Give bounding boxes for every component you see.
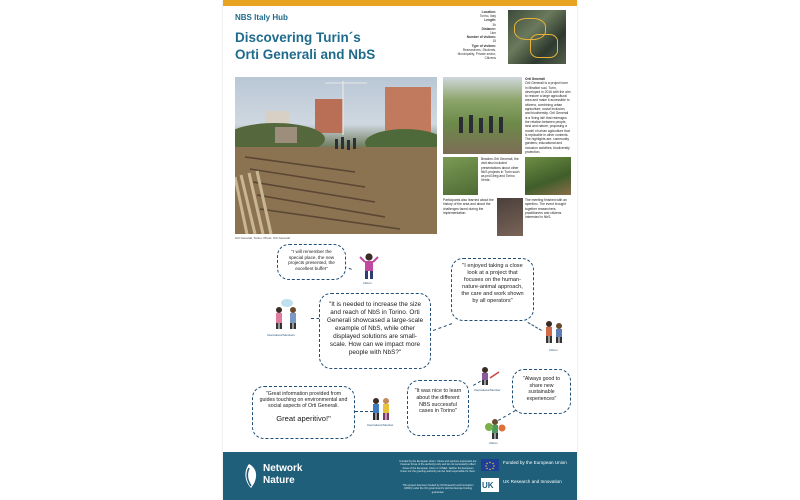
ukri-disclaimer: This project has been funded by UK Research and Innovation (UKRI) under the UK government's Horizon Europe funding guarantee.: [402, 484, 474, 494]
eu-flag-icon: [481, 459, 499, 471]
meta-distance-value: 1km: [489, 31, 496, 36]
network-nature-logo-text: [263, 463, 302, 487]
main-photo: [235, 77, 437, 234]
presentation-photo: [497, 198, 523, 236]
meta-length-value: 3h: [492, 22, 496, 27]
title-line-1: Discovering Turin´s: [235, 30, 361, 45]
top-accent-bar: [223, 0, 577, 6]
quote-4b-text: Great aperitivo!": [276, 413, 331, 423]
quote-bubble-3: [319, 293, 431, 369]
intro-text-block: [525, 77, 571, 154]
poster-title: [235, 29, 435, 63]
intro-list: The highlights are: community gardens; educational and inclusion activities; biodiversity protection.: [525, 137, 570, 155]
quote-bubble-2: [451, 258, 534, 321]
event-meta: [448, 10, 496, 60]
quote-6-text: "Always good to share new sustainable experiences": [522, 376, 561, 402]
meta-location-value: Torino, Italy: [479, 14, 496, 19]
eu-funding-text: Funded by the European Union: [503, 460, 567, 465]
meta-distance-key: Distance:: [481, 26, 496, 31]
logo-line-1: Network: [263, 463, 303, 474]
intro-text: Orti Generali is a project born in Mirafiori sud, Turin, developed in 2016 with the aim to restore a large agricultural area and make it accessible to citizens, combining urban agriculture, social inclusion, and biodiversity. Orti Generali is a 'living lab' that redesigns the relation between people, land and nature, proposing a model of urban agriculture that is replicable in other contexts.: [525, 81, 571, 137]
main-photo-caption: Orti Generali, Torino. Photo: Orti Generali: [235, 236, 290, 240]
intro-title: Orti Generali: [525, 77, 545, 81]
para4-text: The meeting finished with an aperitivo. The event brought together researchers, practitioners and citizens interested in NbS.: [525, 198, 567, 220]
footer: [223, 452, 577, 500]
activity-photo: [525, 157, 571, 195]
meta-participants-key: Number of visitors:: [466, 35, 496, 40]
person-label-5: International Member: [474, 388, 501, 392]
quote-5-text: "It was nice to learn about the different NBS successful cases in Torino": [414, 388, 462, 415]
para2-text: Besides Orti Generali, the visit also included presentations about other NbS projects in Turin such as proGIreg and Torino Verde.: [481, 157, 520, 183]
garden-photo: [443, 157, 478, 195]
para3-text: Participants also learned about the history of the area and about the challenges faced during the implementation.: [443, 198, 494, 215]
logo-line-2: Nature: [263, 475, 295, 486]
citizen-figure-3: [484, 418, 506, 440]
meta-type-key: Type of visitors:: [471, 43, 496, 48]
meta-location-key: Location:: [481, 10, 496, 14]
site-map-image: [508, 10, 566, 64]
meta-participants-value: 15: [492, 39, 496, 44]
quote-3-text: "It is needed to increase the size and reach of NbS in Torino. Orti Generali showcased a large-scale example of NbS, while other displayed solutions are small-scale. How can we impact more people with NbS?": [326, 301, 424, 356]
quote-4-text: "Great information provided from guides touching on environmental and social aspects of Orti Generali.: [259, 391, 348, 410]
meta-type-value: Researchers, Students, Municipality, Private sector, Citizens: [457, 47, 496, 61]
poster: [223, 0, 577, 500]
quote-bubble-1: [277, 244, 346, 280]
international-member-figure-2: [479, 366, 501, 386]
meta-length-key: Length:: [484, 18, 496, 23]
quote-bubble-6: [512, 369, 571, 414]
eu-disclaimer: Funded by the European Union. Views and opinions expressed are however those of the author(s) only and do not necessarily reflect those of the European Union or CINEA. Neither the European Union nor the granting authority can be held responsible for them.: [399, 460, 477, 474]
person-label-6: Citizen: [489, 441, 498, 445]
citizen-figure-1: [358, 252, 380, 280]
person-label-2: International Members: [267, 333, 295, 337]
quote-2-text: "I enjoyed taking a close look at a project that focuses on the human-nature-animal approach, the care and work shown by all operators": [461, 263, 524, 304]
person-label-3: Citizen: [549, 348, 558, 352]
citizen-figure-2: [542, 319, 566, 345]
person-label-1: Citizen: [363, 281, 372, 285]
group-photo: [443, 77, 522, 154]
ukri-text: UK Research and Innovation: [503, 479, 562, 484]
quote-1-text: "I will remember the special place, the new projects presented, the excellent buffet": [288, 249, 335, 271]
network-nature-logo-icon: [237, 462, 261, 490]
svg-text:UK: UK: [482, 481, 494, 490]
title-line-2: Orti Generali and NbS: [235, 47, 376, 62]
ukri-logo-icon: [481, 478, 499, 492]
quote-bubble-5: [407, 380, 469, 436]
hub-label: NBS Italy Hub: [235, 13, 288, 22]
international-member-figure-1: [370, 397, 392, 421]
person-label-4: International Member: [367, 423, 394, 427]
quote-bubble-4: [252, 386, 355, 439]
international-members-figure: [271, 298, 303, 330]
